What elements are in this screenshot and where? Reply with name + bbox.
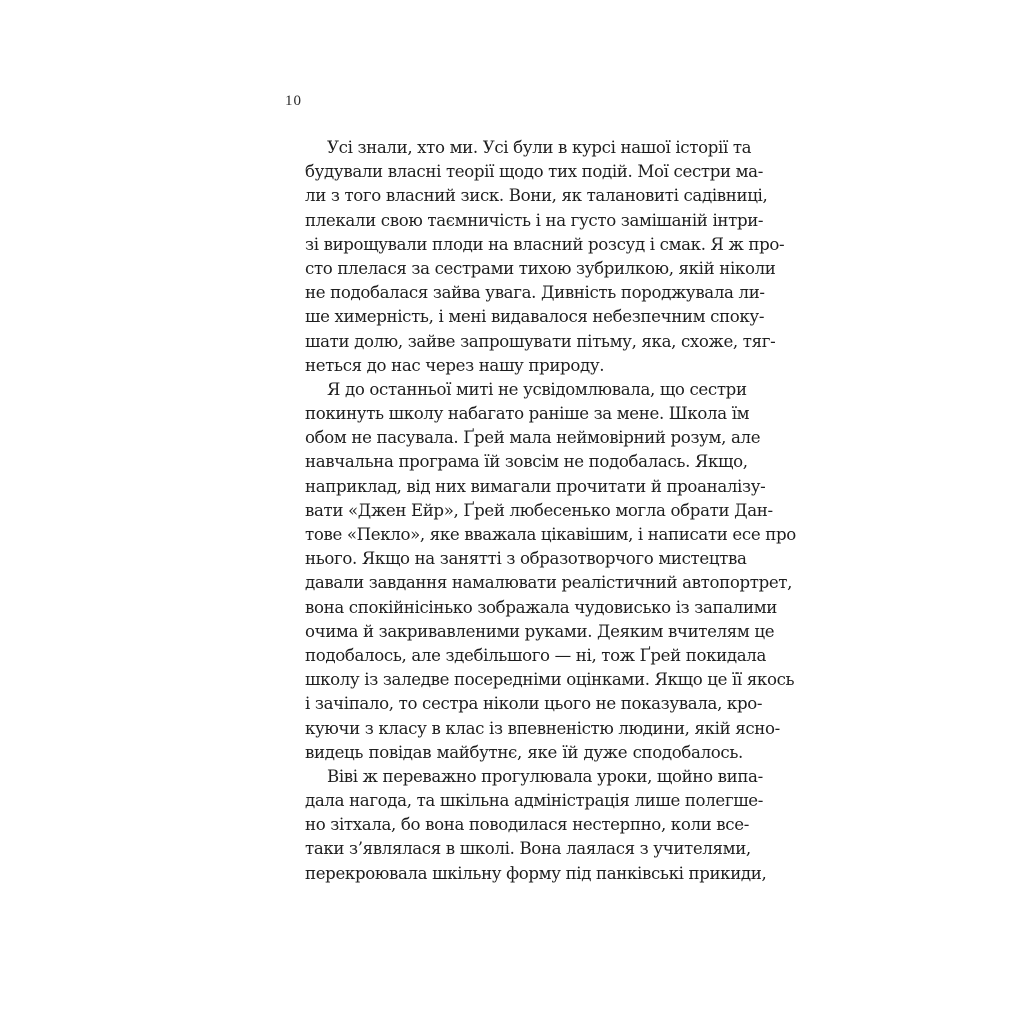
text-line: подобалось, але здебільшого — ні, тож Ґрей покидала <box>305 645 767 665</box>
paragraph-1 <box>305 136 785 378</box>
text-line: давали завдання намалювати реалістичний автопортрет, <box>305 573 793 593</box>
text-line: обом не пасувала. Ґрей мала неймовірний розум, але <box>305 428 761 448</box>
text-line: будували власні теорії щодо тих подій. Мої сестри ма- <box>305 162 763 182</box>
text-line: дала нагода, та шкільна адміністрація лише полегше- <box>305 791 764 811</box>
text-line: ли з того власний зиск. Вони, як талановиті садівниці, <box>305 186 768 206</box>
text-line: покинуть школу набагато раніше за мене. Школа їм <box>305 404 750 424</box>
text-line: видець повідав майбутнє, яке їй дуже сподобалось. <box>305 742 743 762</box>
text-line: сто плелася за сестрами тихою зубрилкою, якій ніколи <box>305 258 776 278</box>
text-line: очима й закривавленими руками. Деяким вчителям це <box>305 621 775 641</box>
paragraph-2 <box>305 378 796 765</box>
text-line: тове «Пекло», яке вважала цікавішим, і написати есе про <box>305 525 796 544</box>
page-number: 10 <box>285 93 302 109</box>
text-line: Усі знали, хто ми. Усі були в курсі нашої історії та <box>327 138 752 157</box>
text-line: нього. Якщо на занятті з образотворчого мистецтва <box>305 549 747 569</box>
text-line: но зітхала, бо вона поводилася нестерпно, коли все- <box>305 815 749 835</box>
text-line: плекали свою таємничість і на густо замішаній інтри- <box>305 210 764 230</box>
text-line: і зачіпало, то сестра ніколи цього не показувала, кро- <box>305 694 763 714</box>
text-line: школу із заледве посередніми оцінками. Якщо це її якось <box>305 670 795 690</box>
text-line: таки з’являлася в школі. Вона лаялася з учителями, <box>305 839 751 859</box>
text-line: неться до нас через нашу природу. <box>305 355 605 375</box>
text-line: навчальна програма їй зовсім не подобалась. Якщо, <box>305 452 748 472</box>
body-text <box>305 136 796 886</box>
text-line: перекроювала шкільну форму під панківські прикиди, <box>305 863 767 883</box>
text-line: не подобалася зайва увага. Дивність породжувала ли- <box>305 283 765 303</box>
text-line: Віві ж переважно прогулювала уроки, щойно випа- <box>327 766 763 786</box>
text-line: вона спокійнісінько зображала чудовисько із запалими <box>305 597 777 617</box>
text-line: вати «Джен Ейр», Ґрей любесенько могла обрати Дан- <box>305 500 773 520</box>
text-line: зі вирощували плоди на власний розсуд і смак. Я ж про- <box>305 234 785 254</box>
text-line: наприклад, від них вимагали прочитати й проаналізу- <box>305 476 766 496</box>
text-line: шати долю, зайве запрошувати пітьму, яка, схоже, тяг- <box>305 331 776 351</box>
text-line: ше химерність, і мені видавалося небезпечним споку- <box>305 307 765 327</box>
text-line: Я до останньої миті не усвідомлювала, що сестри <box>327 379 747 399</box>
text-line: куючи з класу в клас із впевненістю людини, якій ясно- <box>305 718 780 738</box>
paragraph-3 <box>305 765 767 886</box>
